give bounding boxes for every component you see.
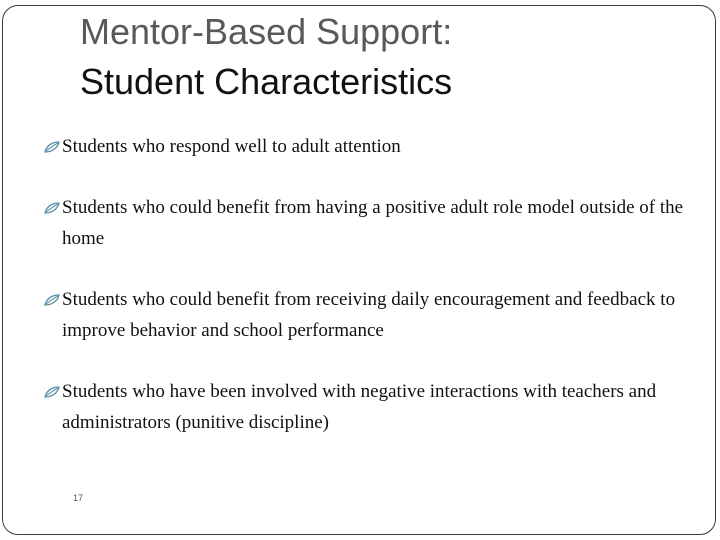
slide-number: 17	[73, 493, 84, 503]
slide-title-line2: Student Characteristics	[80, 61, 453, 102]
bullet-text: Students who respond well to adult attention	[62, 136, 401, 157]
bullet-text: Students who could benefit from having a positive adult role model outside of the home	[62, 197, 684, 249]
leaf-bullet-icon	[44, 284, 62, 315]
bullet-item	[44, 376, 684, 438]
slide-title-line1: Mentor-Based Support:	[80, 11, 453, 52]
bullet-item	[44, 131, 684, 162]
bullet-text: Students who could benefit from receiving daily encouragement and feedback to improve behavior and school performance	[62, 289, 676, 341]
bullet-text: Students who have been involved with negative interactions with teachers and administrators (punitive discipline)	[62, 381, 657, 433]
bullet-item	[44, 284, 684, 346]
leaf-bullet-icon	[44, 192, 62, 223]
bullet-item	[44, 192, 684, 254]
leaf-bullet-icon	[44, 131, 62, 162]
leaf-bullet-icon	[44, 376, 62, 407]
